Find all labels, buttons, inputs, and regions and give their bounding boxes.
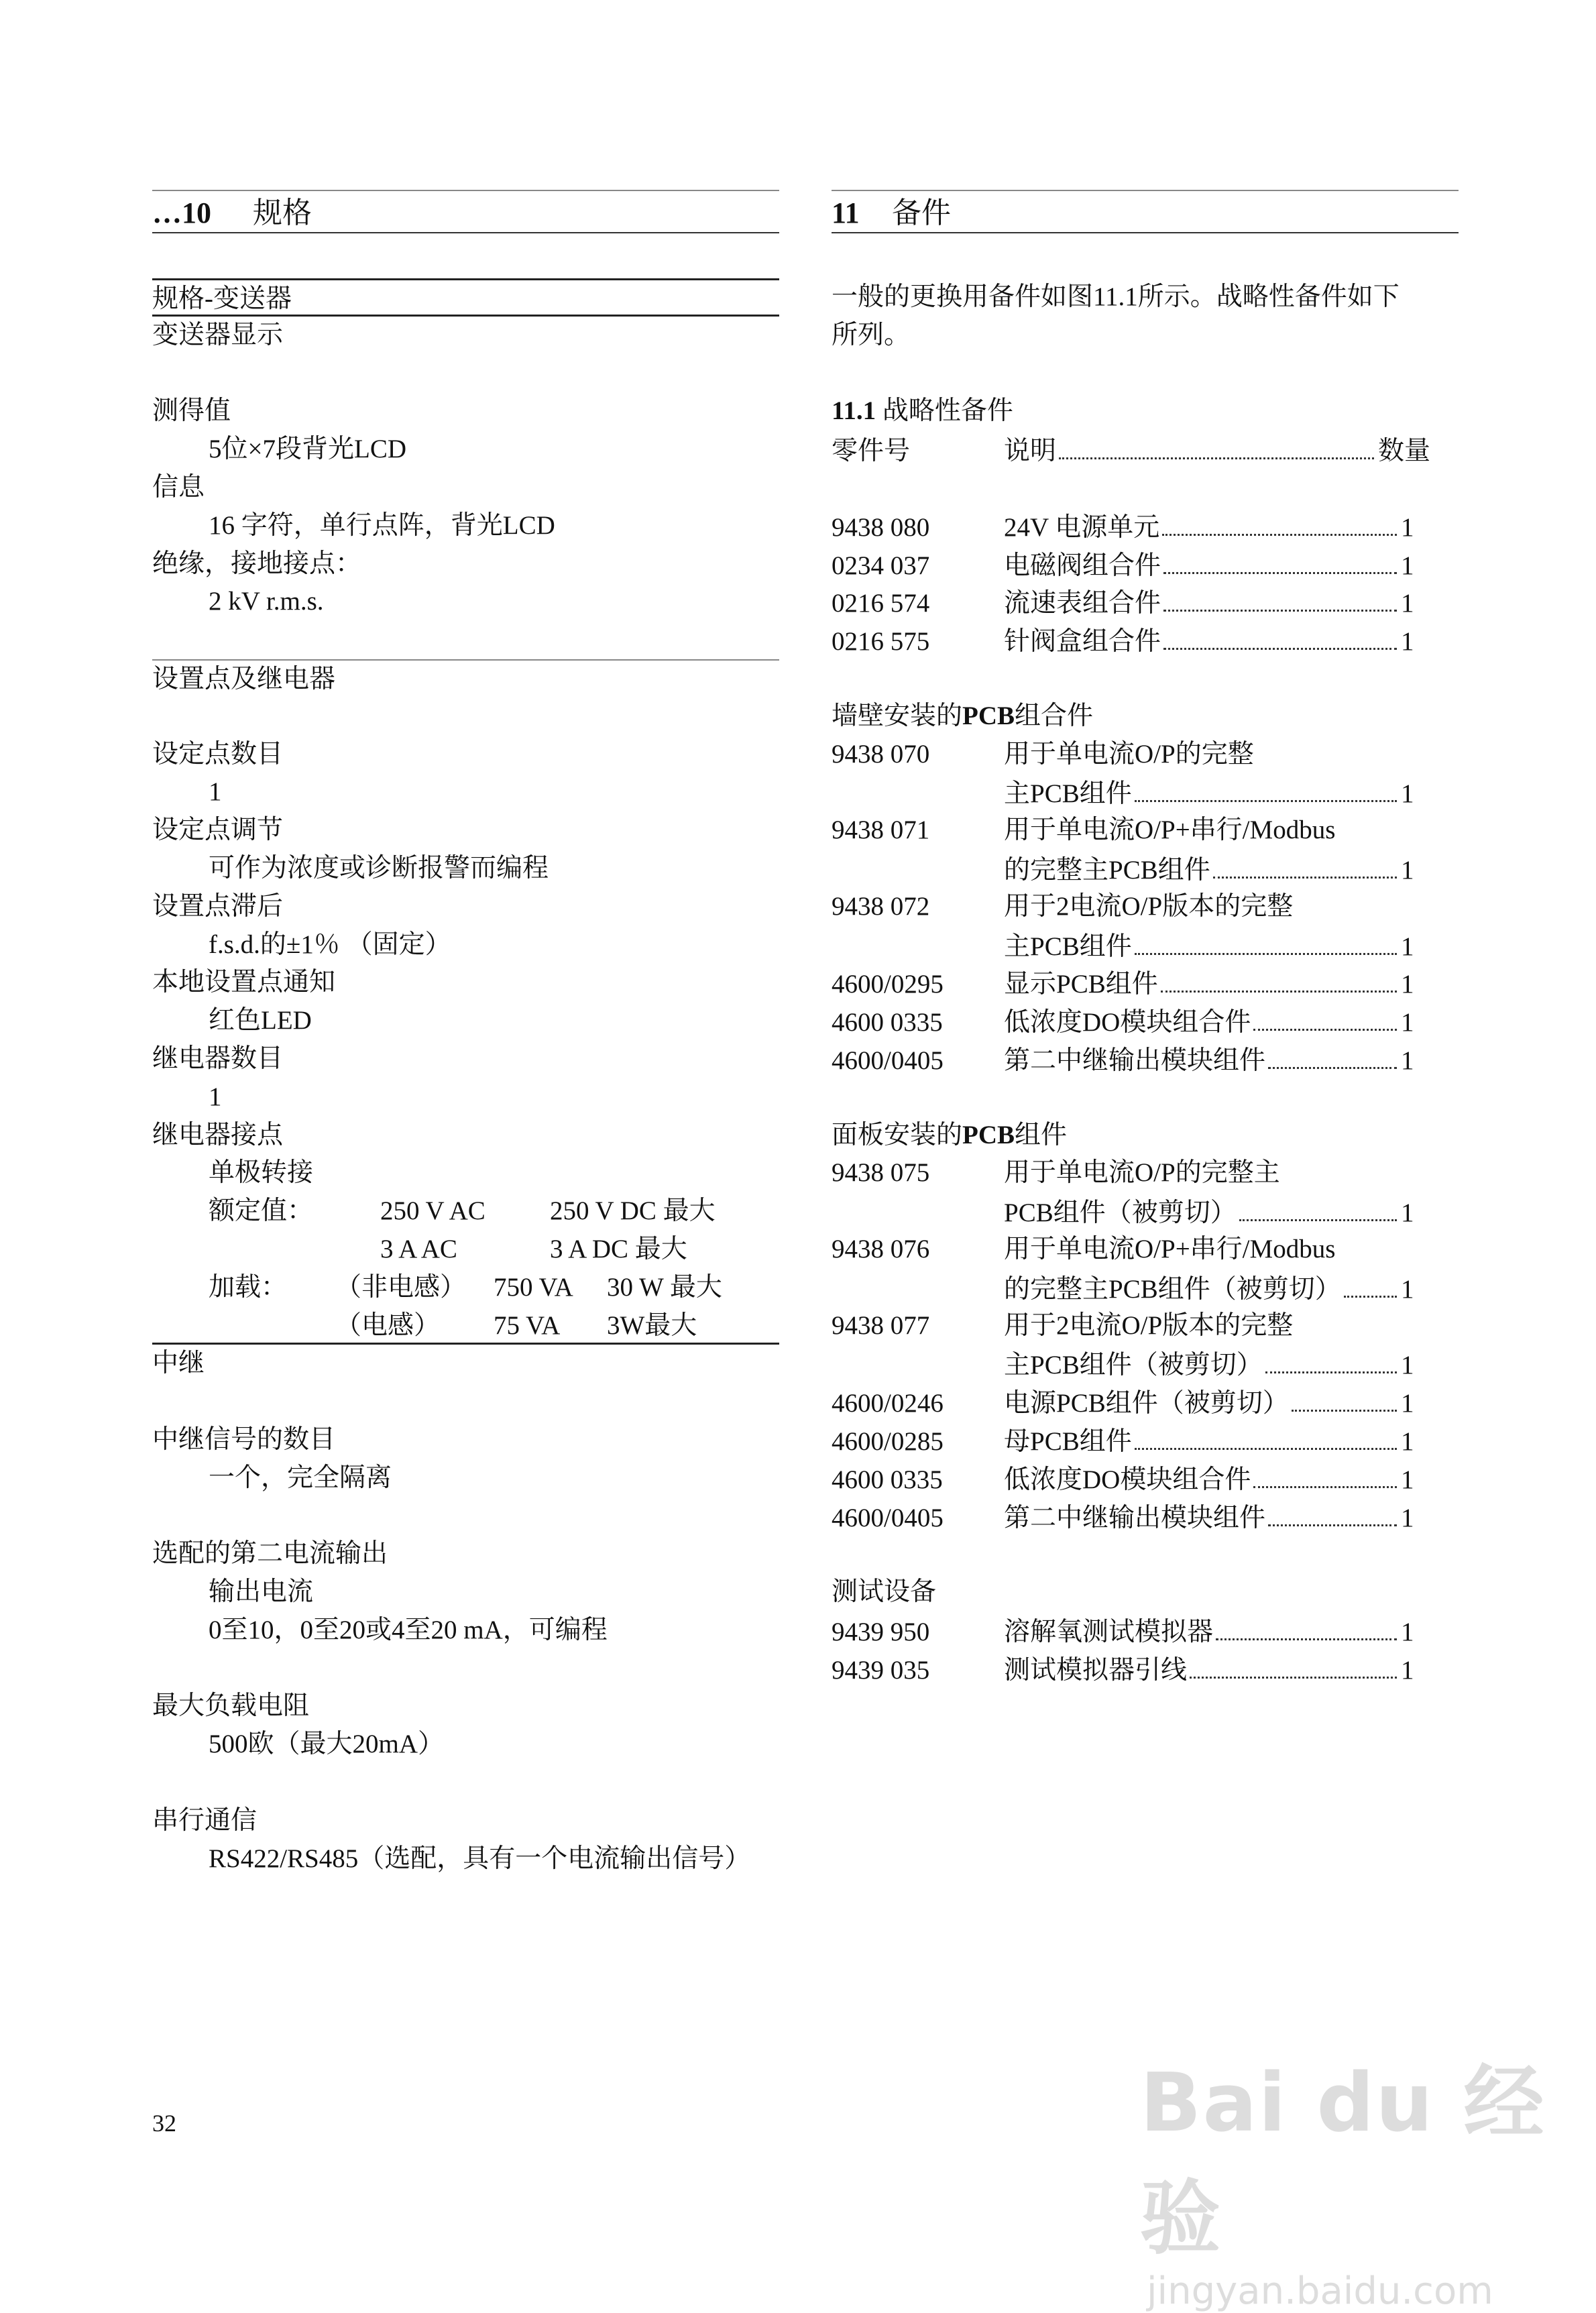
part-quantity: 1 [1401, 1503, 1414, 1532]
spec-line: 测得值 [152, 396, 231, 426]
parts-row [832, 850, 1459, 888]
text-line [832, 1535, 1459, 1573]
text-line: 测试设备 [832, 1577, 937, 1607]
part-quantity: 1 [1401, 779, 1414, 809]
parts-row [832, 1498, 1459, 1536]
text-line: 墙壁安装的PCB组合件 [832, 701, 1094, 730]
dotted-leader [1161, 964, 1397, 993]
part-description: 说明 [1004, 437, 1057, 466]
spec-cell: 3 A AC [380, 1234, 457, 1263]
text-line [832, 355, 1459, 393]
parts-row [832, 1269, 1459, 1307]
parts-row [832, 736, 1459, 774]
section-number: …10 [152, 196, 211, 229]
spec-line: 设置点及继电器 [152, 659, 779, 697]
parts-row [832, 888, 1459, 926]
part-description: 低浓度DO模块组合件 [1004, 1465, 1251, 1494]
part-number: 9438 076 [832, 1234, 930, 1263]
part-description: 第二中继输出模块组件 [1004, 1046, 1266, 1075]
part-description: 24V 电源单元 [1004, 512, 1160, 542]
parts-row [832, 1421, 1459, 1459]
text-line: 一般的更换用备件如图11.1所示。战略性备件如下 [832, 282, 1400, 311]
spec-line: 16 字符，单行点阵，背光LCD [209, 510, 555, 540]
spec-line: 红色LED [209, 1006, 312, 1035]
part-quantity: 1 [1401, 1046, 1414, 1075]
parts-row [832, 621, 1459, 659]
dotted-leader [1163, 583, 1397, 612]
dotted-leader [1265, 1345, 1397, 1373]
part-quantity: 1 [1401, 855, 1414, 885]
spec-line [152, 1498, 779, 1536]
spec-line [152, 1764, 779, 1802]
parts-row [832, 583, 1459, 621]
spec-line [152, 1383, 779, 1421]
spec-line: 一个，完全隔离 [209, 1463, 392, 1492]
section-10-header [152, 190, 779, 233]
spec-cell: 额定值： [209, 1196, 314, 1226]
section-title: 备件 [892, 196, 951, 229]
part-description: 的完整主PCB组件（被剪切） [1004, 1274, 1341, 1304]
part-number: 9438 077 [832, 1310, 930, 1340]
dotted-leader [1344, 1269, 1397, 1298]
spec-line: 2 kV r.m.s. [209, 587, 324, 616]
parts-row [832, 1002, 1459, 1040]
part-quantity: 1 [1401, 1426, 1414, 1456]
part-number: 9438 080 [832, 512, 930, 542]
spec-line [152, 1231, 779, 1269]
part-number: 9438 070 [832, 739, 930, 769]
part-description: 用于单电流O/P的完整 [1004, 739, 1254, 769]
part-description: 针阀盒组合件 [1004, 627, 1161, 657]
spec-line: 1 [209, 777, 222, 807]
part-number: 4600 0335 [832, 1465, 943, 1494]
spec-cell: 加载： [209, 1272, 288, 1302]
spec-line [152, 1307, 779, 1345]
part-quantity: 1 [1401, 932, 1414, 961]
section-title: 规格 [253, 196, 312, 229]
text-line: 11.1 战略性备件 [832, 396, 1013, 426]
spec-line: 5位×7段背光LCD [209, 435, 406, 464]
part-description: 流速表组合件 [1004, 589, 1161, 618]
dotted-leader [1163, 621, 1397, 650]
part-description: 低浓度DO模块组合件 [1004, 1008, 1251, 1037]
part-number: 0216 574 [832, 589, 930, 618]
part-number: 4600/0405 [832, 1503, 944, 1532]
spec-cell: （电感） [335, 1310, 441, 1340]
part-number: 4600 0335 [832, 1008, 943, 1037]
spec-line: 本地设置点通知 [152, 968, 336, 997]
spec-line: 设定点调节 [152, 815, 284, 845]
spec-line: 500欧（最大20mA） [209, 1730, 445, 1759]
parts-row [832, 1154, 1459, 1192]
part-description: PCB组件（被剪切） [1004, 1198, 1237, 1228]
baidu-watermark [1140, 2039, 1596, 2313]
part-number: 0216 575 [832, 627, 930, 657]
part-number: 4600/0246 [832, 1389, 944, 1418]
spec-cell: 250 V DC 最大 [550, 1196, 716, 1226]
part-description: 电磁阀组合件 [1004, 551, 1161, 580]
part-description: 电源PCB组件（被剪切） [1004, 1389, 1289, 1418]
part-description: 显示PCB组件 [1004, 970, 1158, 999]
watermark-logo: Bai du 经验 [1140, 2057, 1546, 2265]
part-description: 用于单电流O/P的完整主 [1004, 1158, 1280, 1188]
part-description: 主PCB组件 [1004, 932, 1132, 961]
dotted-leader [1135, 773, 1397, 802]
spec-line: 选配的第二电流输出 [152, 1539, 388, 1569]
spec-line [152, 621, 779, 659]
part-number: 9439 035 [832, 1655, 930, 1685]
spec-line: 规格-变送器 [152, 278, 779, 317]
part-number: 9438 075 [832, 1158, 930, 1188]
parts-row [832, 1040, 1459, 1078]
spec-line [152, 355, 779, 393]
part-description: 用于单电流O/P+串行/Modbus [1004, 1234, 1336, 1263]
part-quantity: 1 [1401, 1198, 1414, 1228]
part-number: 9438 072 [832, 891, 930, 921]
dotted-leader [1268, 1498, 1397, 1526]
parts-row [832, 1459, 1459, 1498]
section-number: 11 [832, 196, 860, 229]
spec-cell: 750 VA [494, 1272, 573, 1302]
spec-cell: 75 VA [494, 1310, 561, 1340]
spec-line: 绝缘，接地接点： [152, 549, 362, 578]
parts-row [832, 507, 1459, 545]
parts-row [832, 1612, 1459, 1650]
parts-row [832, 1192, 1459, 1231]
parts-row [832, 773, 1459, 811]
dotted-leader [1162, 507, 1397, 536]
parts-row [832, 1650, 1459, 1688]
spec-line: 输出电流 [209, 1577, 314, 1607]
parts-row [832, 1231, 1459, 1269]
part-number: 9439 950 [832, 1617, 930, 1646]
dotted-leader [1135, 926, 1397, 955]
text-line [832, 659, 1459, 697]
parts-row [832, 1383, 1459, 1421]
part-number: 4600/0295 [832, 970, 944, 999]
spec-line: 1 [209, 1082, 222, 1111]
part-quantity: 1 [1401, 512, 1414, 542]
spec-line: 0至10，0至20或4至20 mA，可编程 [209, 1615, 608, 1644]
spec-line: 中继 [152, 1349, 205, 1378]
spec-line: f.s.d.的±1％ （固定） [209, 929, 451, 959]
part-quantity: 数量 [1378, 437, 1431, 466]
part-quantity: 1 [1401, 551, 1414, 580]
part-quantity: 1 [1401, 1655, 1414, 1685]
dotted-leader [1213, 850, 1397, 879]
watermark-url: jingyan.baidu.com [1147, 2269, 1493, 2313]
spec-line: 中继信号的数目 [152, 1424, 336, 1454]
spec-line: 单极转接 [209, 1158, 314, 1188]
spec-line: 最大负载电阻 [152, 1691, 310, 1721]
spec-cell: 3W最大 [607, 1310, 697, 1340]
part-description: 主PCB组件（被剪切） [1004, 1351, 1263, 1380]
parts-row [832, 964, 1459, 1002]
part-quantity: 1 [1401, 1274, 1414, 1304]
spec-line: 信息 [152, 472, 205, 502]
dotted-leader [1059, 431, 1374, 459]
dotted-leader [1190, 1650, 1397, 1679]
dotted-leader [1216, 1612, 1397, 1640]
parts-row [832, 545, 1459, 583]
spec-line: 设定点数目 [152, 739, 284, 769]
spec-line: 继电器数目 [152, 1043, 284, 1073]
spec-cell: 3 A DC 最大 [550, 1234, 687, 1263]
part-description: 第二中继输出模块组件 [1004, 1503, 1266, 1532]
part-quantity: 1 [1401, 589, 1414, 618]
parts-row [832, 811, 1459, 850]
part-quantity: 1 [1401, 1389, 1414, 1418]
text-line: 面板安装的PCB组件 [832, 1120, 1068, 1149]
spec-line [152, 1269, 779, 1307]
part-quantity: 1 [1401, 627, 1414, 657]
text-line [832, 469, 1459, 507]
text-line [832, 1078, 1459, 1117]
part-number: 9438 071 [832, 815, 930, 845]
spec-cell: 250 V AC [380, 1196, 486, 1226]
spec-cell: （非电感） [335, 1272, 467, 1302]
spec-line [152, 1192, 779, 1231]
page-number: 32 [152, 2110, 176, 2137]
dotted-leader [1253, 1002, 1397, 1031]
dotted-leader [1135, 1421, 1397, 1450]
part-description: 母PCB组件 [1004, 1426, 1132, 1456]
part-description: 溶解氧测试模拟器 [1004, 1617, 1214, 1646]
parts-table-header [832, 431, 1459, 469]
part-number: 零件号 [832, 437, 911, 466]
spec-line: 继电器接点 [152, 1120, 284, 1149]
dotted-leader [1268, 1040, 1397, 1069]
part-description: 主PCB组件 [1004, 779, 1132, 809]
part-quantity: 1 [1401, 1008, 1414, 1037]
part-quantity: 1 [1401, 1465, 1414, 1494]
part-number: 0234 037 [832, 551, 930, 580]
part-quantity: 1 [1401, 1351, 1414, 1380]
parts-row [832, 1307, 1459, 1345]
spec-cell: 30 W 最大 [607, 1272, 722, 1302]
dotted-leader [1163, 545, 1397, 574]
part-description: 用于2电流O/P版本的完整 [1004, 1310, 1294, 1340]
part-description: 测试模拟器引线 [1004, 1655, 1188, 1685]
text-line: 所列。 [832, 320, 911, 349]
spec-line: 变送器显示 [152, 320, 284, 349]
spec-line [152, 697, 779, 736]
parts-row [832, 1345, 1459, 1383]
spec-line: 设置点滞后 [152, 891, 284, 921]
spec-line [152, 1650, 779, 1688]
spec-line: RS422/RS485（选配，具有一个电流输出信号） [209, 1844, 751, 1873]
part-quantity: 1 [1401, 970, 1414, 999]
dotted-leader [1239, 1192, 1397, 1221]
dotted-leader [1292, 1383, 1397, 1412]
spec-line: 可作为浓度或诊断报警而编程 [209, 853, 549, 883]
spec-line: 串行通信 [152, 1805, 258, 1835]
part-description: 的完整主PCB组件 [1004, 855, 1210, 885]
part-description: 用于单电流O/P+串行/Modbus [1004, 815, 1336, 845]
part-quantity: 1 [1401, 1617, 1414, 1646]
part-number: 4600/0285 [832, 1426, 944, 1456]
part-number: 4600/0405 [832, 1046, 944, 1075]
parts-row [832, 926, 1459, 964]
part-description: 用于2电流O/P版本的完整 [1004, 891, 1294, 921]
section-11-header [832, 190, 1459, 233]
dotted-leader [1253, 1459, 1397, 1488]
